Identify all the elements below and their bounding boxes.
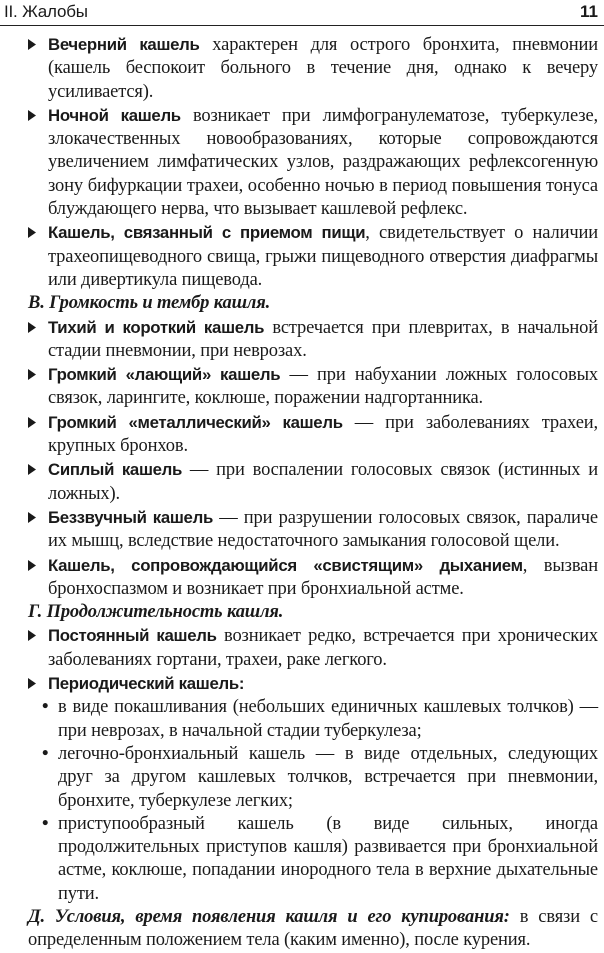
sub-item-text: легочно-бронхиальный кашель — в виде отдельных, следующих друг за другом кашлевых толчков, встречается при пневмонии, бронхите, туберкулезе легких;: [58, 743, 598, 811]
item-term: Беззвучный кашель: [48, 507, 213, 527]
triangle-bullet-icon: [28, 554, 42, 577]
list-item: [0, 104, 604, 221]
item-text: встречается при плевритах, в начальной стадии пневмонии, при неврозах.: [48, 317, 598, 361]
dot-bullet-icon: •: [42, 743, 49, 764]
section-heading: Д. Условия, время появления кашля и его купирования:: [28, 906, 510, 927]
header-rule: [0, 25, 604, 26]
item-term: Громкий «лающий» кашель: [48, 365, 281, 385]
triangle-bullet-icon: [28, 316, 42, 339]
triangle-bullet-icon: [28, 104, 42, 127]
item-term: Периодический кашель:: [48, 674, 245, 694]
item-text: возникает редко, встречается при хронических заболеваниях гортани, трахеи, раке легкого.: [48, 626, 598, 670]
section-title: II. Жалобы: [4, 2, 88, 21]
list-item: [0, 33, 604, 104]
item-term: Тихий и короткий кашель: [48, 317, 265, 337]
item-text: — при заболеваниях трахеи, крупных бронхов.: [48, 412, 598, 457]
section-text: в связи с определенным положением тела (каким именно), после курения.: [28, 906, 598, 951]
list-item: [0, 672, 604, 696]
list-item: [0, 458, 604, 506]
sub-list-item: [0, 813, 604, 906]
triangle-bullet-icon: [28, 33, 42, 56]
section-heading: Г. Продолжительность кашля.: [28, 602, 284, 623]
triangle-bullet-icon: [28, 221, 42, 244]
list-item: [0, 363, 604, 411]
dot-bullet-icon: •: [42, 813, 49, 834]
item-text: характерен для острого бронхита, пневмонии (кашель беспокоит больного в течение дня, однако к вечеру усиливается).: [48, 35, 598, 102]
triangle-bullet-icon: [28, 411, 42, 434]
page-body: [0, 33, 604, 953]
list-item: [0, 221, 604, 292]
triangle-bullet-icon: [28, 506, 42, 529]
sub-list-item: [0, 696, 604, 743]
sub-item-text: в виде покашливания (небольших единичных кашлевых толчков) — при неврозах, в начальной стадии туберкулеза;: [58, 697, 598, 741]
list-item: [0, 554, 604, 602]
list-item: [0, 411, 604, 459]
item-term: Громкий «металлический» кашель: [48, 412, 343, 432]
item-text: , вызван бронхоспазмом и возникает при бронхиальной астме.: [48, 555, 598, 599]
item-term: Сиплый кашель: [48, 460, 183, 480]
conditions-paragraph: [0, 906, 604, 953]
item-text: — при разрушении голосовых связок, параличе их мышц, вследствие недостаточного замыкания голосовой щели.: [48, 507, 598, 552]
list-item: [0, 506, 604, 554]
item-term: Вечерний кашель: [48, 35, 200, 54]
item-term: Постоянный кашель: [48, 626, 217, 646]
item-text: возникает при лимфогранулематозе, туберкулезе, злокачественных новообразованиях, которые сопровождаются увеличением лимфатических узлов, раздражающих рефлексогенную зону бифуркации трахеи, особенно ночью в период повышения тонуса блуждающего нерва, что вызывает кашлевой рефлекс.: [48, 105, 598, 220]
item-text: , свидетельствует о наличии трахеопищеводного свища, грыжи пищеводного отверстия диафрагмы или дивертикула пищевода.: [48, 223, 598, 290]
item-text: — при набухании ложных голосовых связок, ларингите, коклюше, поражении надгортанника.: [48, 365, 598, 409]
dot-bullet-icon: •: [42, 697, 49, 718]
sub-list-item: [0, 743, 604, 813]
section-heading: В. Громкость и тембр кашля.: [28, 293, 271, 314]
page-number: 11: [580, 2, 598, 21]
item-term: Кашель, связанный с приемом пищи: [48, 223, 366, 243]
sub-item-text: приступообразный кашель (в виде сильных, иногда продолжительных приступов кашля) развивается при бронхиальной астме, коклюше, попадании инородного тела в верхние дыхательные пути.: [58, 813, 598, 904]
triangle-bullet-icon: [28, 624, 42, 647]
list-item: [0, 316, 604, 364]
item-text: — при воспалении голосовых связок (истинных и ложных).: [48, 460, 598, 504]
triangle-bullet-icon: [28, 672, 42, 695]
triangle-bullet-icon: [28, 458, 42, 481]
triangle-bullet-icon: [28, 363, 42, 386]
list-item: [0, 624, 604, 672]
page-header: [0, 0, 604, 28]
item-term: Кашель, сопровождающийся «свистящим» дыханием: [48, 555, 523, 575]
item-term: Ночной кашель: [48, 105, 181, 125]
